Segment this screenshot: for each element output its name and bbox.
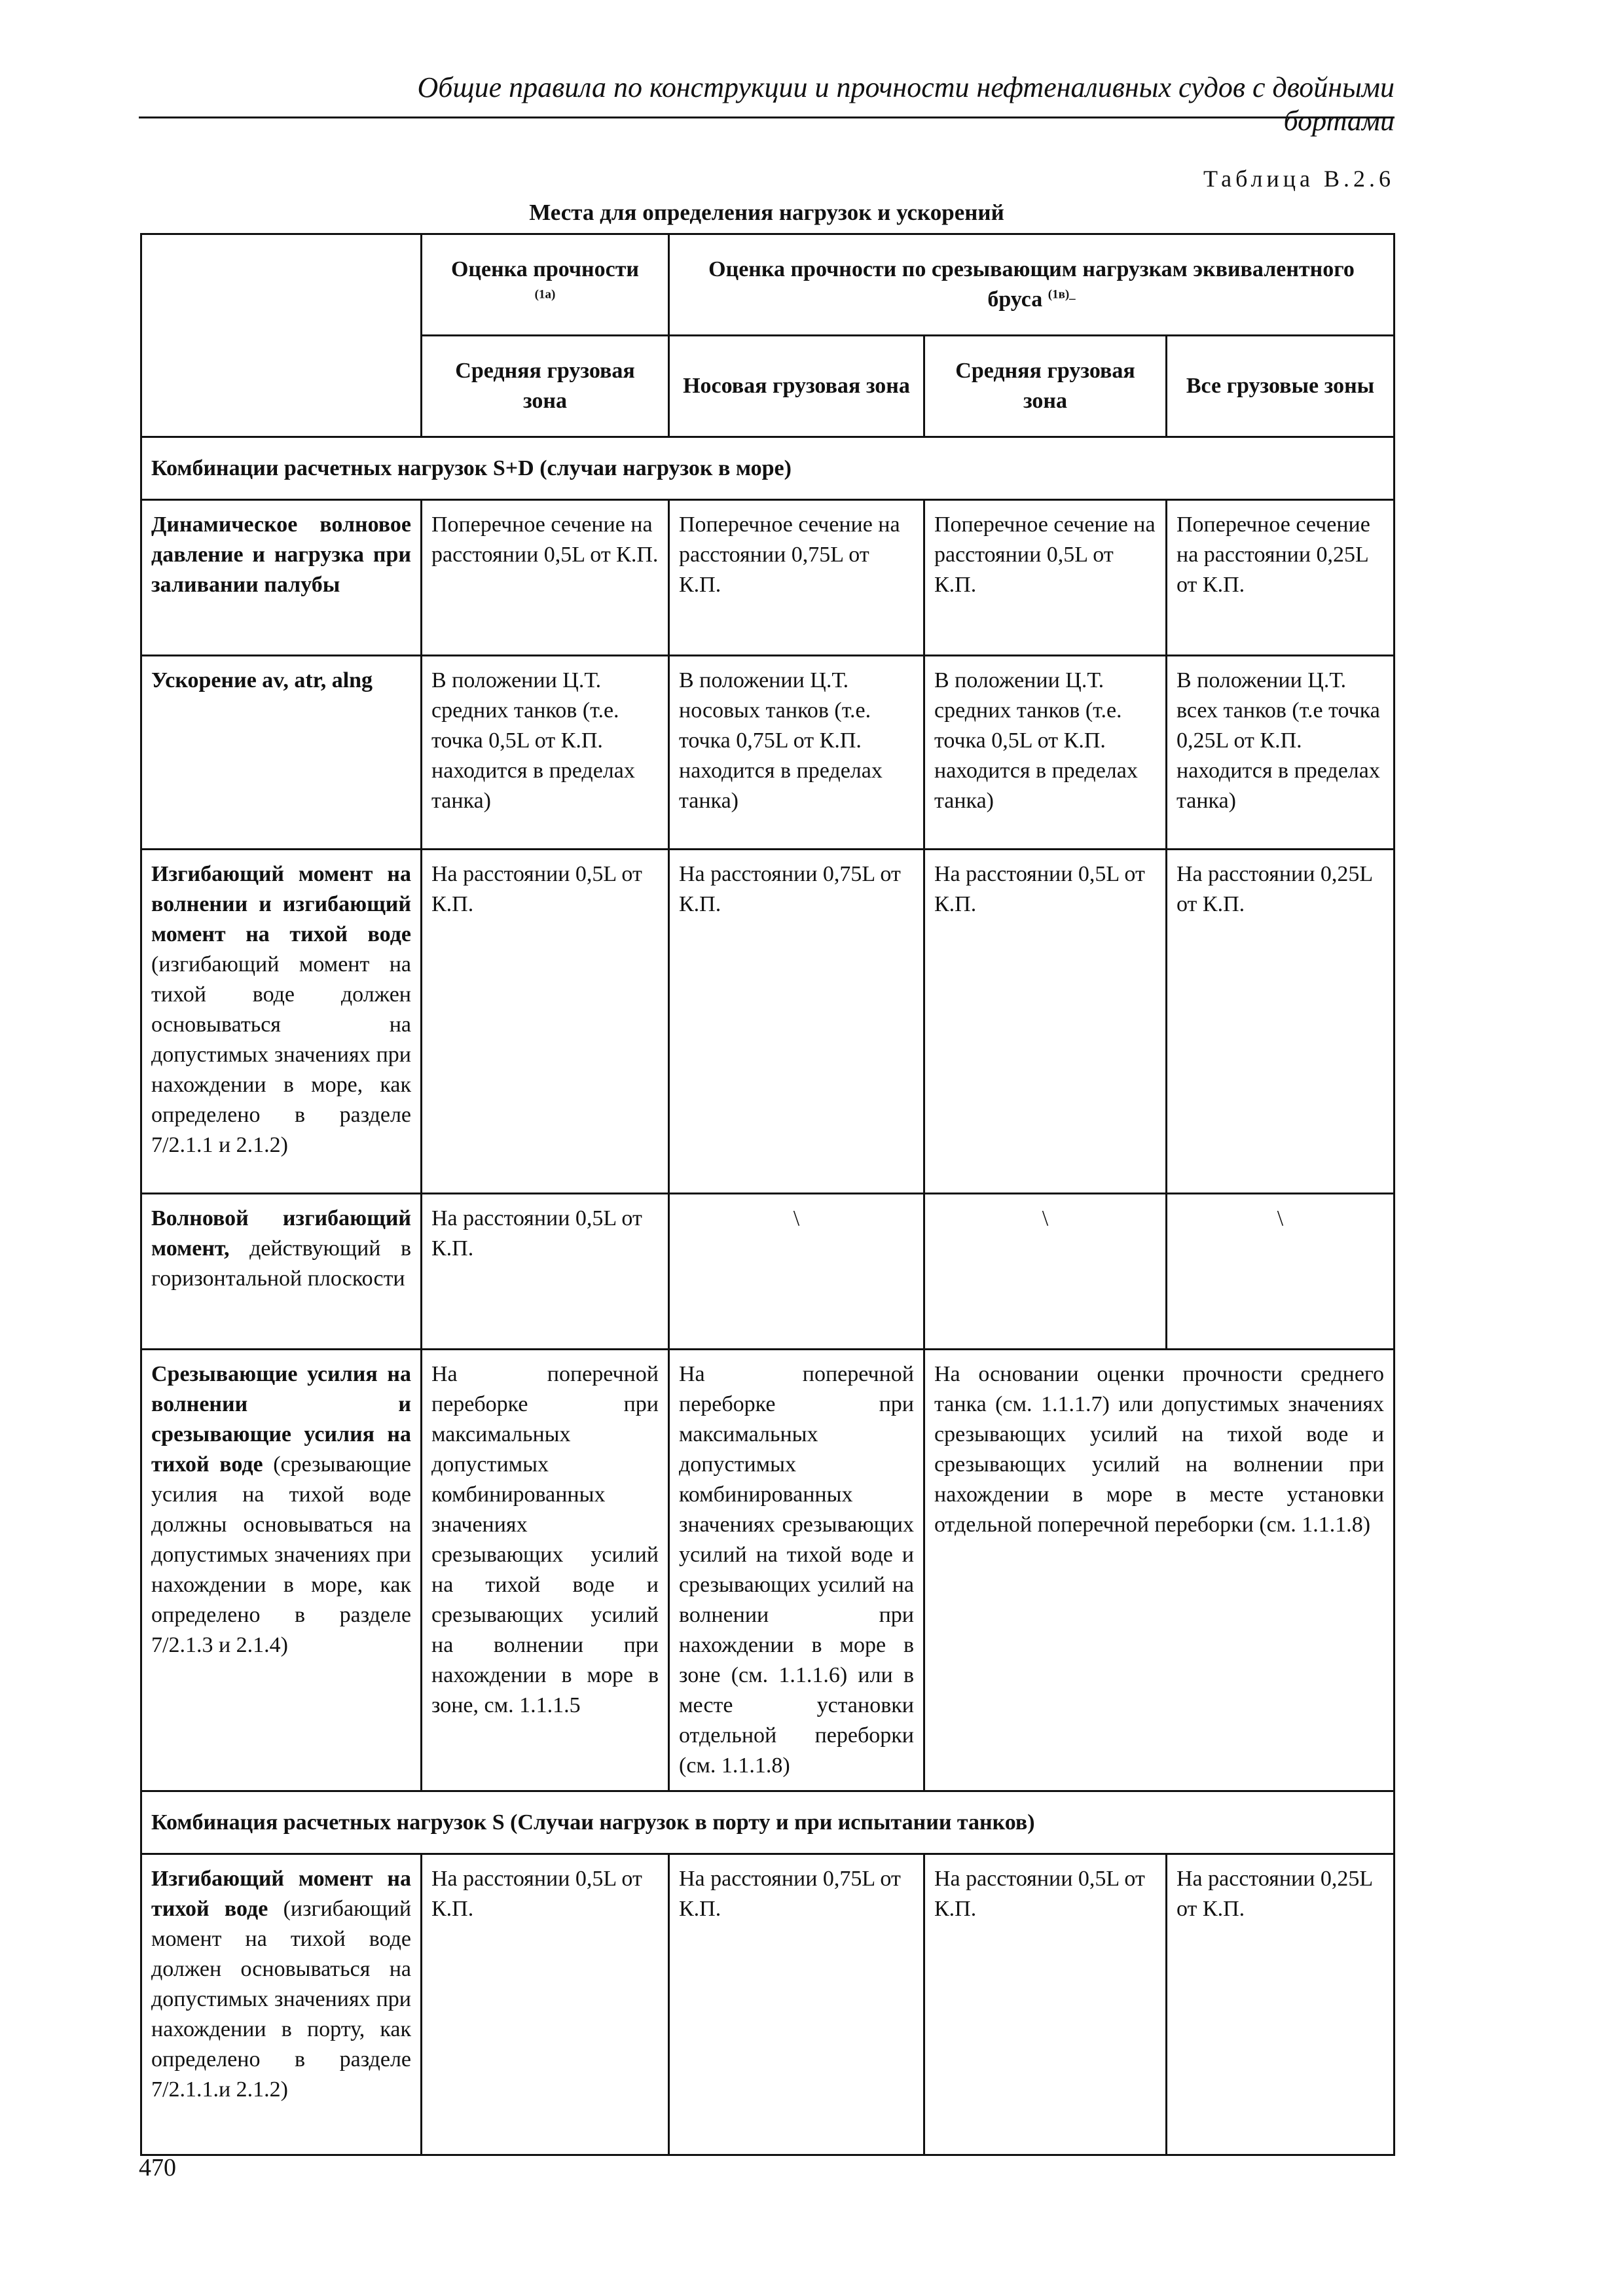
table-row [141,1350,1395,1791]
table-cell: На расстоянии 0,75L от К.П. [669,850,924,1194]
head-strength-label: Оценка прочности [450,257,640,281]
row-label: Изгибающий момент на волнении и изгибающий момент на тихой воде [151,862,411,946]
table-cell: На расстоянии 0,25L от К.П. [1167,1854,1395,2155]
table-cell: \ [924,1194,1167,1350]
table-cell: На поперечной переборке при максимальных допустимых комбинированных значениях срезывающих усилий на тихой воде и срезывающих усилий на волнении при нахождении в море в зоне (см. 1.1.1.6) или в месте установки отдельной переборки (см. 1.1.1.8) [669,1350,924,1791]
row-label-cell [141,850,422,1194]
row-label-cell [141,1350,422,1791]
head-strength-note: (1а) [534,287,556,302]
table-title: Места для определения нагрузок и ускорений [529,200,1004,225]
head-zone-mid-2: Средняя грузовая зона [924,336,1167,437]
table-cell: Поперечное сечение на расстоянии 0,5L от К.П. [924,500,1167,656]
head-shear-label: Оценка прочности по срезывающим нагрузкам эквивалентного бруса [708,257,1355,312]
table-cell: Поперечное сечение на расстоянии 0,75L от К.П. [669,500,924,656]
table-cell: \ [1167,1194,1395,1350]
table-head-row-1 [141,234,1395,336]
head-shear-note: (1в)_ [1048,287,1076,302]
table-row [141,850,1395,1194]
table-cell: На расстоянии 0,25L от К.П. [1167,850,1395,1194]
head-shear [669,234,1395,336]
header-rule [139,117,1395,118]
table-row [141,500,1395,656]
row-label-note: действующий в горизонтальной плоскости [151,1236,412,1291]
table-cell: На расстоянии 0,5L от К.П. [422,1194,669,1350]
table-row [141,656,1395,850]
row-label-note: (изгибающий момент на тихой воде должен основываться на допустимых значениях при нахождении в море, как определено в разделе 7/2.1.1 и 2.1.2) [151,952,411,1157]
row-label: Срезывающие усилия на волнении и срезывающие усилия на тихой воде [151,1362,411,1477]
table-number: Таблица В.2.6 [1203,166,1395,192]
table-cell: На расстоянии 0,5L от К.П. [924,1854,1167,2155]
row-label-cell [141,1854,422,2155]
row-label: Волновой изгибающий момент, [151,1206,411,1261]
table-cell: В положении Ц.Т. всех танков (т.е точка 0,25L от К.П. находится в пределах танка) [1167,656,1395,850]
table-cell: В положении Ц.Т. средних танков (т.е. точка 0,5L от К.П. находится в пределах танка) [924,656,1167,850]
table-row [141,1854,1395,2155]
head-zone-bow: Носовая грузовая зона [669,336,924,437]
section-sea-label: Комбинации расчетных нагрузок S+D (случаи нагрузок в море) [141,437,1395,500]
table-row [141,1194,1395,1350]
row-label-note: (срезывающие усилия на тихой воде должны основываться на допустимых значениях при нахождении в море, как определено в разделе 7/2.1.3 и 2.1.4) [151,1452,412,1657]
table-cell: На расстоянии 0,75L от К.П. [669,1854,924,2155]
head-strength [422,234,669,336]
row-label: Ускорение av, atr, alng [141,656,422,850]
head-zone-all: Все грузовые зоны [1167,336,1395,437]
table-cell: В положении Ц.Т. носовых танков (т.е. точка 0,75L от К.П. находится в пределах танка) [669,656,924,850]
table-cell: На расстоянии 0,5L от К.П. [422,850,669,1194]
table-cell: В положении Ц.Т. средних танков (т.е. точка 0,5L от К.П. находится в пределах танка) [422,656,669,850]
corner-cell [141,234,422,437]
row-label: Динамическое волновое давление и нагрузка при заливании палубы [141,500,422,656]
table-cell: На расстоянии 0,5L от К.П. [924,850,1167,1194]
row-label-cell [141,1194,422,1350]
section-row-port [141,1791,1395,1854]
table-cell: \ [669,1194,924,1350]
row-label-note: (изгибающий момент на тихой воде должен основываться на допустимых значениях при нахождении в порту, как определено в разделе 7/2.1.1.и 2.1.2) [151,1897,412,2102]
running-header: Общие правила по конструкции и прочности нефтеналивных судов с двойными бортами [417,71,1395,137]
section-port-label: Комбинация расчетных нагрузок S (Случаи нагрузок в порту и при испытании танков) [141,1791,1395,1854]
row-label: Изгибающий момент на тихой воде [151,1867,411,1921]
table-cell: На расстоянии 0,5L от К.П. [422,1854,669,2155]
table-cell: Поперечное сечение на расстоянии 0,25L от К.П. [1167,500,1395,656]
loads-table [140,233,1395,2156]
table-cell-merged: На основании оценки прочности среднего танка (см. 1.1.1.7) или допустимых значениях срезывающих усилий на тихой воде и срезывающих усилий на волнении при нахождении в море в месте установки отдельной поперечной переборки (см. 1.1.1.8) [924,1350,1395,1791]
head-zone-mid-1: Средняя грузовая зона [422,336,669,437]
table-cell: Поперечное сечение на расстоянии 0,5L от К.П. [422,500,669,656]
section-row-sea [141,437,1395,500]
page-number: 470 [139,2154,176,2181]
table-cell: На поперечной переборке при максимальных допустимых комбинированных значениях срезывающих усилий на тихой воде и срезывающих усилий на волнении при нахождении в море в зоне, см. 1.1.1.5 [422,1350,669,1791]
